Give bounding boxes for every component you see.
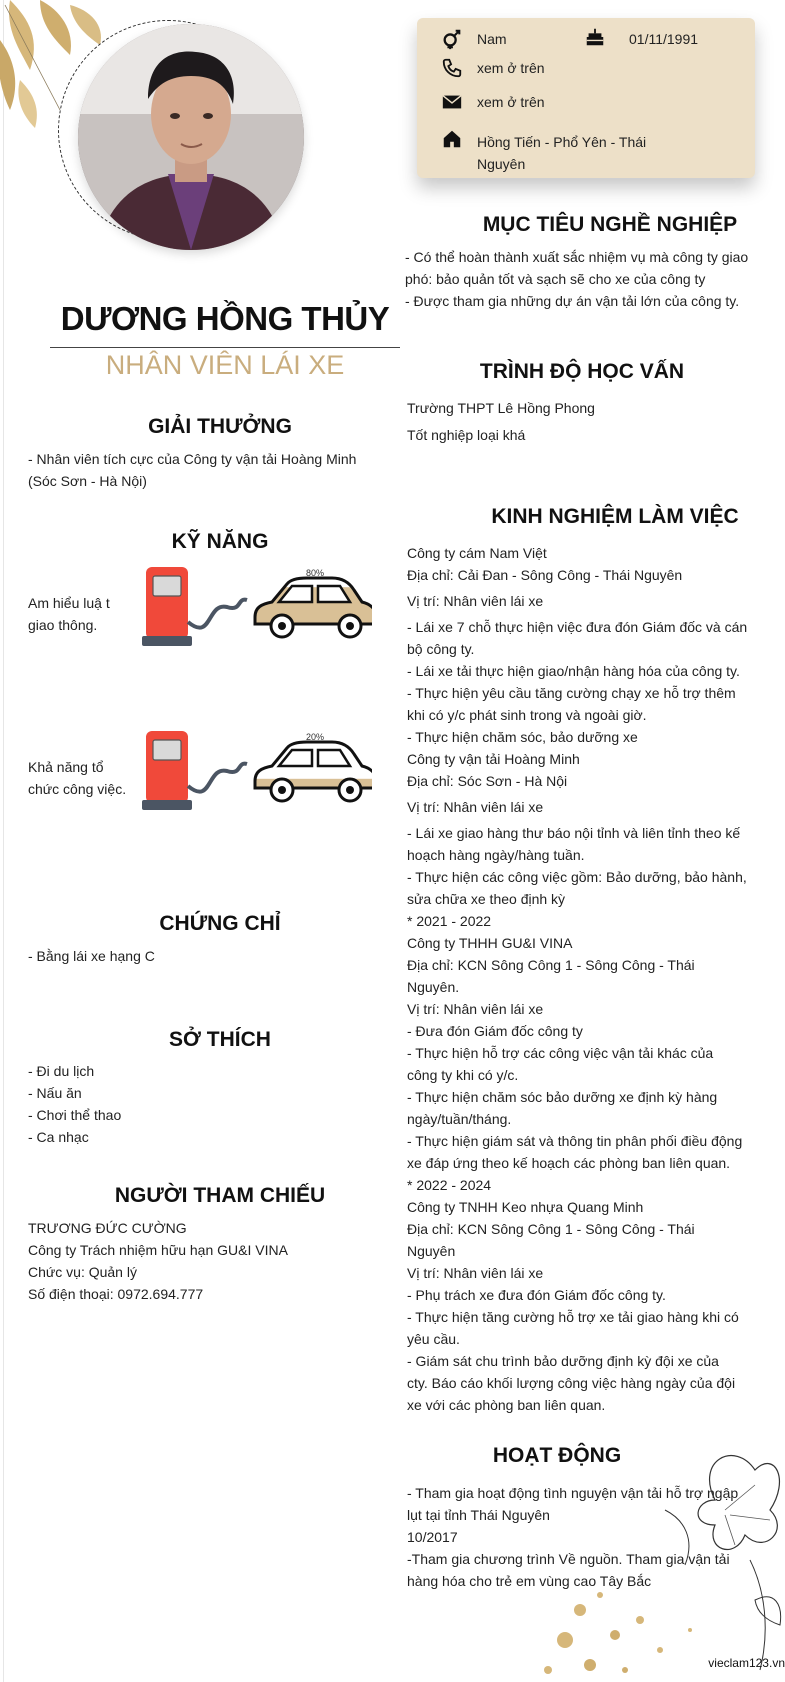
education-line: Trường THPT Lê Hồng Phong: [407, 400, 595, 416]
gender-icon: [441, 28, 463, 50]
activity-line: hàng hóa cho trẻ em vùng cao Tây Bắc: [407, 1573, 652, 1589]
experience-line: Vị trí: Nhân viên lái xe: [407, 593, 544, 609]
hobby-item: - Nấu ăn: [28, 1085, 82, 1101]
experience-line: - Thực hiện chăm sóc bảo dưỡng xe định kỳ hàng: [407, 1089, 718, 1105]
experience-line: - Thực hiện tăng cường hỗ trợ xe tải giao hàng khi có: [407, 1309, 739, 1325]
experience-line: sửa chữa xe theo định kỳ: [407, 891, 566, 907]
candidate-name: DƯƠNG HỒNG THỦY: [60, 300, 390, 337]
skill-2-label2: chức công việc.: [28, 781, 127, 797]
fuel-pump-icon: [142, 731, 192, 810]
activity-line: -Tham gia chương trình Về nguồn. Tham gia vận tải: [407, 1551, 730, 1567]
job-title: NHÂN VIÊN LÁI XE: [105, 350, 345, 380]
certificates-title: CHỨNG CHỈ: [159, 912, 281, 935]
experience-line: - Lái xe giao hàng thư báo nội tỉnh và liên tỉnh theo kế: [407, 825, 741, 841]
birthday-value: 01/11/1991: [629, 31, 699, 47]
experience-line: - Thực hiện giám sát và thông tin phân phối điều động: [407, 1133, 743, 1149]
experience-line: Công ty cám Nam Việt: [407, 545, 547, 561]
address-line2: Nguyên: [477, 156, 526, 172]
activity-line: - Tham gia hoạt động tình nguyện vận tải hỗ trợ ngập: [407, 1485, 739, 1501]
experience-line: khi có y/c phát sinh trong và ngoài giờ.: [407, 707, 647, 723]
email-icon: [441, 91, 463, 113]
experience-line: Địa chỉ: KCN Sông Công 1 - Sông Công - Thái: [407, 1221, 695, 1237]
experience-line: ngày/tuần/tháng.: [407, 1111, 512, 1127]
skill-1-gauge: [142, 562, 372, 650]
skill-1-label2: giao thông.: [28, 617, 98, 633]
reference-phone: Số điện thoại: 0972.694.777: [28, 1286, 204, 1302]
certificate-line1: - Bằng lái xe hạng C: [28, 948, 155, 964]
avatar: [78, 24, 304, 250]
experience-line: Vị trí: Nhân viên lái xe: [407, 1265, 544, 1281]
experience-line: Công ty vận tải Hoàng Minh: [407, 751, 580, 767]
skill-2-label1: Khả năng tổ: [28, 759, 104, 775]
experience-line: Nguyên.: [407, 979, 460, 995]
experience-line: - Đưa đón Giám đốc công ty: [407, 1023, 583, 1039]
objective-line: phó: bảo quản tốt và sạch sẽ cho xe của công ty: [405, 271, 706, 287]
experience-line: - Lái xe tải thực hiện giao/nhận hàng hóa của công ty.: [407, 663, 740, 679]
activity-line: lụt tại tỉnh Thái Nguyên: [407, 1507, 550, 1523]
hobby-item: - Ca nhạc: [28, 1129, 89, 1145]
page-edge: [3, 0, 4, 1682]
experience-line: công ty khi có y/c.: [407, 1067, 519, 1083]
education-title: TRÌNH ĐỘ HỌC VẤN: [479, 360, 685, 383]
activities-title: HOẠT ĐỘNG: [492, 1444, 622, 1467]
experience-line: cty. Báo cáo khối lượng công việc hàng ngày của đội: [407, 1375, 736, 1391]
experience-line: Vị trí: Nhân viên lái xe: [407, 1001, 544, 1017]
experience-line: xe đáp ứng theo kế hoạch các phòng ban liên quan.: [407, 1155, 731, 1171]
name-divider: [50, 347, 400, 348]
address-line1: Hồng Tiến - Phổ Yên - Thái: [477, 134, 647, 150]
activity-line: 10/2017: [407, 1529, 458, 1545]
experience-line: - Thực hiện hỗ trợ các công việc vận tải khác của: [407, 1045, 714, 1061]
experience-line: Địa chỉ: KCN Sông Công 1 - Sông Công - Thái: [407, 957, 695, 973]
education-line: Tốt nghiệp loại khá: [407, 427, 526, 443]
experience-line: - Phụ trách xe đưa đón Giám đốc công ty.: [407, 1287, 666, 1303]
email-value[interactable]: xem ở trên: [477, 94, 545, 110]
reference-name: TRƯƠNG ĐỨC CƯỜNG: [28, 1220, 187, 1236]
experience-line: yêu cầu.: [407, 1331, 460, 1347]
skill-1-percent: 80%: [306, 568, 325, 578]
hobbies-title: SỞ THÍCH: [169, 1028, 271, 1051]
experience-line: bộ công ty.: [407, 641, 475, 657]
birthday-cake-icon: [584, 26, 606, 48]
experience-line: - Thực hiện yêu cầu tăng cường chạy xe hỗ trợ thêm: [407, 685, 736, 701]
awards-title: GIẢI THƯỞNG: [148, 415, 292, 438]
experience-line: Địa chỉ: Sóc Sơn - Hà Nội: [407, 773, 568, 789]
skill-2-gauge: [142, 726, 372, 814]
reference-position: Chức vụ: Quản lý: [28, 1264, 137, 1280]
hobby-item: - Chơi thể thao: [28, 1107, 122, 1123]
objective-line: - Được tham gia những dự án vận tải lớn của công ty.: [405, 293, 740, 309]
skills-title: KỸ NĂNG: [171, 530, 269, 553]
reference-company: Công ty Trách nhiệm hữu hạn GU&I VINA: [28, 1242, 288, 1258]
experience-line: - Lái xe 7 chỗ thực hiện việc đưa đón Giám đốc và cán: [407, 619, 748, 635]
experience-line: - Giám sát chu trình bảo dưỡng định kỳ đội xe của: [407, 1353, 719, 1369]
gender-value: Nam: [477, 31, 507, 47]
experience-line: Công ty TNHH Keo nhựa Quang Minh: [407, 1199, 644, 1215]
skill-1-label1: Am hiểu luậ t: [28, 595, 110, 611]
experience-line: Địa chỉ: Cải Đan - Sông Công - Thái Nguyên: [407, 567, 683, 583]
watermark: vieclam123.vn: [708, 1656, 785, 1670]
reference-title: NGƯỜI THAM CHIẾU: [114, 1184, 326, 1207]
phone-value[interactable]: xem ở trên: [477, 60, 545, 76]
fuel-pump-icon: [142, 567, 192, 646]
experience-line: - Thực hiện chăm sóc, bảo dưỡng xe: [407, 729, 638, 745]
awards-line2: (Sóc Sơn - Hà Nội): [28, 473, 147, 489]
experience-line: * 2022 - 2024: [407, 1177, 492, 1193]
awards-line1: - Nhân viên tích cực của Công ty vận tải Hoàng Minh: [28, 451, 357, 467]
experience-line: xe với các phòng ban liên quan.: [407, 1397, 606, 1413]
experience-line: * 2021 - 2022: [407, 913, 492, 929]
experience-line: hoạch hàng ngày/hàng tuần.: [407, 847, 585, 863]
phone-icon: [441, 57, 463, 79]
experience-title: KINH NGHIỆM LÀM VIỆC: [491, 505, 739, 528]
experience-line: - Thực hiện các công việc gồm: Bảo dưỡng, bảo hành,: [407, 869, 747, 885]
home-icon: [441, 128, 463, 150]
car-icon: [255, 578, 372, 637]
objective-title: MỤC TIÊU NGHỀ NGHIỆP: [482, 213, 738, 236]
hobby-item: - Đi du lịch: [28, 1063, 95, 1079]
experience-line: Nguyên: [407, 1243, 456, 1259]
experience-line: Công ty THHH GU&I VINA: [407, 935, 573, 951]
experience-line: Vị trí: Nhân viên lái xe: [407, 799, 544, 815]
skill-2-percent: 20%: [306, 732, 325, 742]
objective-line: - Có thể hoàn thành xuất sắc nhiệm vụ mà công ty giao: [405, 249, 749, 265]
contact-card: [417, 18, 755, 178]
car-icon: [255, 742, 372, 801]
